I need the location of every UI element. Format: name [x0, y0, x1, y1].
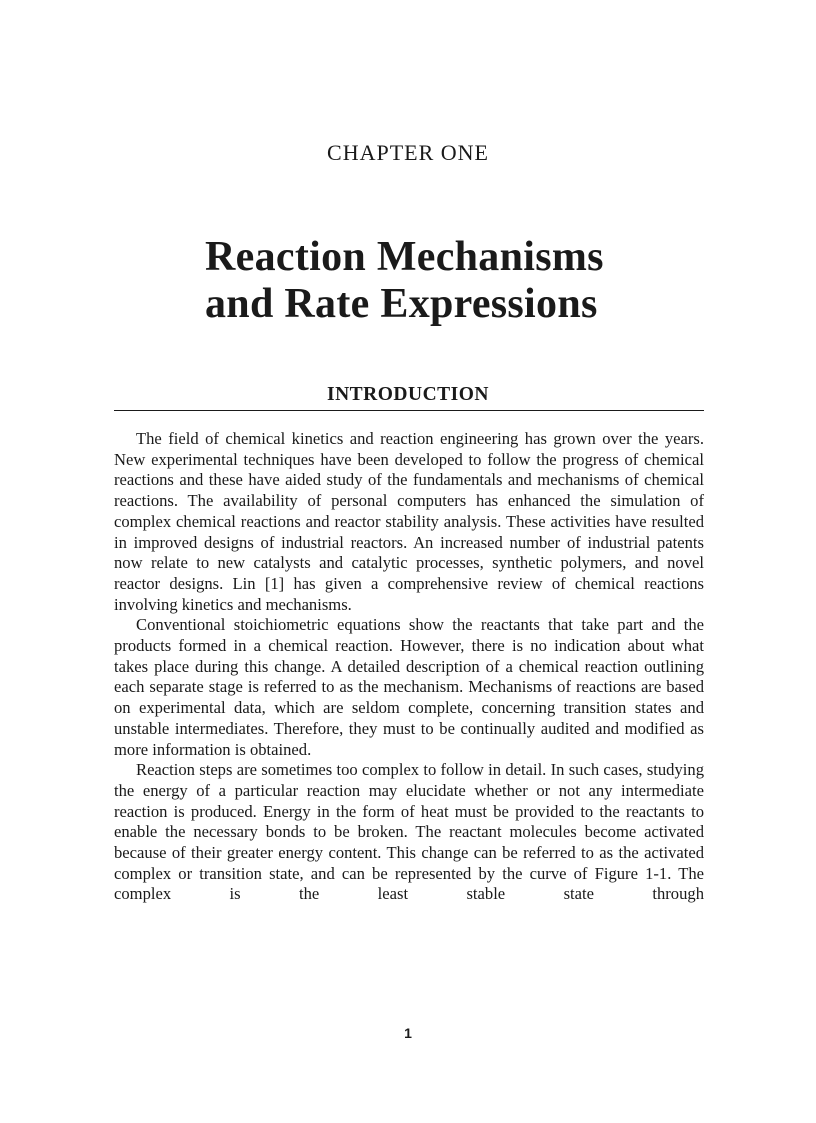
page-number: 1 — [404, 1025, 412, 1041]
body-text — [114, 429, 704, 905]
section-rule — [114, 410, 704, 411]
paragraph-2: Conventional stoichiometric equations show the reactants that take part and the products formed in a chemical reaction. However, there is no indication about what takes place during this change. A detailed description of a chemical reaction outlining each separate stage is referred to as the mechanism. Mechanisms of reactions are based on experimental data, which are seldom complete, concerning transition states and unstable intermediates. Therefore, they must to be continually audited and modified as more information is obtained. — [114, 615, 704, 759]
chapter-title-line-1: Reaction Mechanisms — [205, 234, 604, 280]
section-heading: INTRODUCTION — [326, 384, 490, 405]
paragraph-3: Reaction steps are sometimes too complex to follow in detail. In such cases, studying the energy of a particular reaction may elucidate whether or not any intermediate reaction is produced. Energy in the form of heat must be provided to the reactants to enable the necessary bonds to be broken. The reactant molecules become activated because of their greater energy content. This change can be referred to as the activated complex or transition state, and can be represented by the curve of Figure 1-1. The complex is the least stable state through — [114, 760, 704, 904]
chapter-label: CHAPTER ONE — [327, 140, 489, 165]
chapter-title-line-2: and Rate Expressions — [205, 281, 598, 327]
paragraph-1: The field of chemical kinetics and reaction engineering has grown over the years. New experimental techniques have been developed to follow the progress of chemical reactions and these have aided study of the fundamentals and mechanisms of chemical reactions. The availability of personal computers has enhanced the simulation of complex chemical reactions and reactor stability analysis. These activities have resulted in improved designs of industrial reactors. An increased number of industrial patents now relate to new catalysts and catalytic processes, synthetic polymers, and novel reactor designs. Lin [1] has given a comprehensive review of chemical reactions involving kinetics and mechanisms. — [114, 429, 704, 614]
chapter-title — [205, 234, 765, 328]
